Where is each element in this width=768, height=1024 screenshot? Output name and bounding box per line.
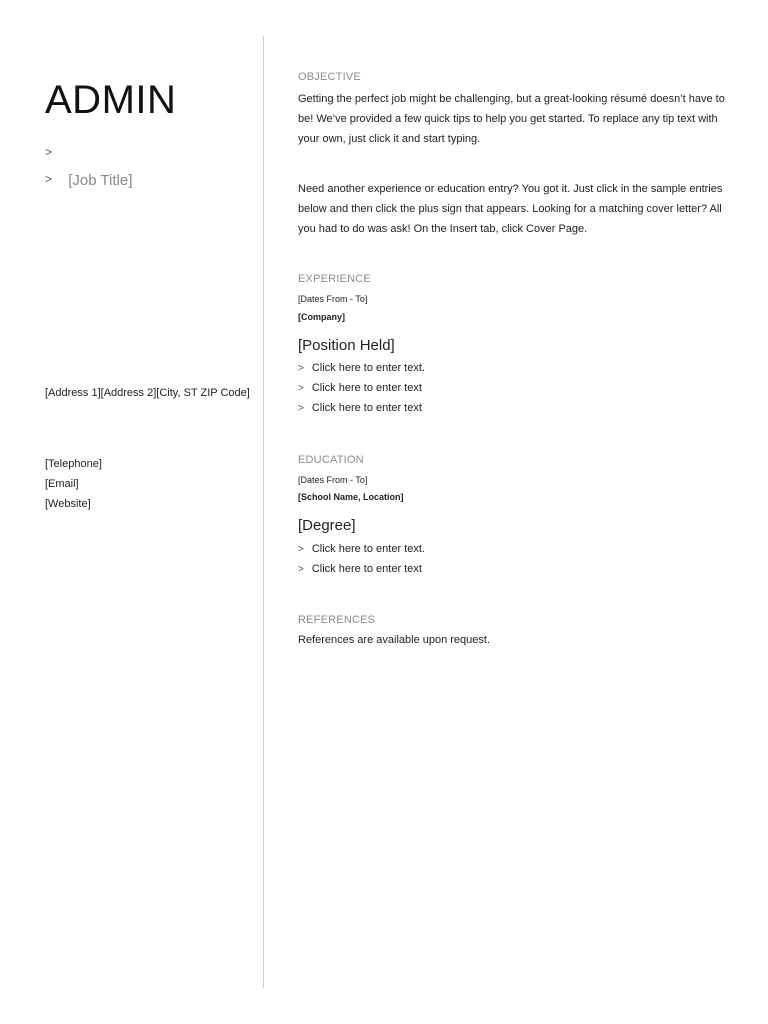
experience-position[interactable]: [Position Held] <box>298 337 395 354</box>
experience-item[interactable]: > Click here to enter text. <box>298 362 425 374</box>
references-heading: REFERENCES <box>298 614 376 626</box>
experience-heading: EXPERIENCE <box>298 273 371 285</box>
job-title-field[interactable]: [Job Title] <box>68 172 133 189</box>
education-school[interactable]: [School Name, Location] <box>298 492 404 502</box>
education-item[interactable]: > Click here to enter text. <box>298 543 425 555</box>
contact-block <box>45 454 102 514</box>
experience-item[interactable]: > Click here to enter text <box>298 382 422 394</box>
experience-company[interactable]: [Company] <box>298 312 345 322</box>
education-item[interactable]: > Click here to enter text <box>298 563 422 575</box>
candidate-name[interactable]: ADMIN <box>45 78 177 122</box>
chevron-right-icon: > <box>298 383 304 394</box>
column-divider <box>263 36 264 988</box>
email-field[interactable]: [Email] <box>45 478 79 490</box>
website-field[interactable]: [Website] <box>45 498 91 510</box>
chevron-right-icon: > <box>298 564 304 575</box>
education-dates[interactable]: [Dates From - To] <box>298 475 368 485</box>
experience-item[interactable]: > Click here to enter text <box>298 402 422 414</box>
chevron-right-icon: > <box>298 544 304 555</box>
chevron-right-icon: > <box>298 403 304 414</box>
empty-bullet-marker: > <box>45 145 53 159</box>
telephone-field[interactable]: [Telephone] <box>45 458 102 470</box>
references-text[interactable]: References are available upon request. <box>298 634 491 646</box>
education-heading: EDUCATION <box>298 454 364 466</box>
objective-paragraph-2[interactable]: Need another experience or education entry? You got it. Just click in the sample entries below and then click the plus sign that appears. Looking for a matching cover letter? All you had to do was ask! On the Insert tab, click Cover Page. <box>298 183 723 235</box>
experience-dates[interactable]: [Dates From - To] <box>298 294 368 304</box>
chevron-right-icon: > <box>45 172 53 186</box>
objective-heading: OBJECTIVE <box>298 71 361 83</box>
address-field[interactable]: [Address 1][Address 2][City, ST ZIP Code] <box>45 387 250 399</box>
education-degree[interactable]: [Degree] <box>298 517 356 534</box>
objective-paragraph-1[interactable]: Getting the perfect job might be challenging, but a great-looking résumé doesn’t have to be! We’ve provided a few quick tips to help you get started. To replace any tip text with your own, just click it and start typing. <box>298 93 725 145</box>
chevron-right-icon: > <box>298 363 304 374</box>
job-title-row[interactable] <box>45 172 132 189</box>
